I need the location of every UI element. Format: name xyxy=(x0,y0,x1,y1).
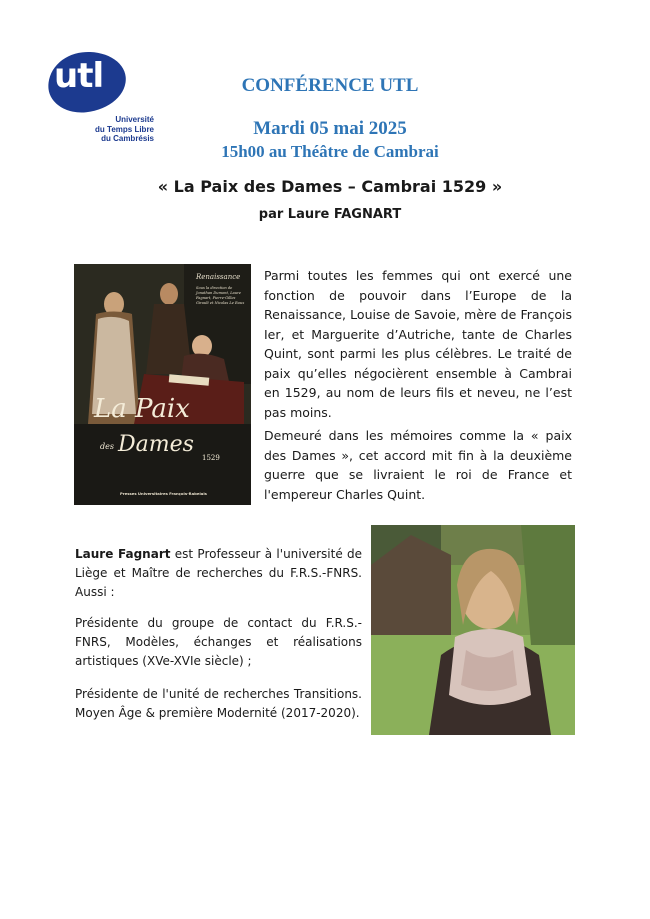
utl-logo xyxy=(48,52,154,152)
book-publisher: Presses Universitaires François-Rabelais xyxy=(120,491,207,496)
bio-role-2: Présidente de l'unité de recherches Transitions. Moyen Âge & première Modernité (2017-2020). xyxy=(75,687,362,720)
book-year: 1529 xyxy=(202,454,220,462)
logo-subtitle xyxy=(74,115,154,144)
book-cover-image xyxy=(74,264,251,505)
event-date: Mardi 05 mai 2025 xyxy=(253,118,407,139)
speaker-name: Laure Fagnart xyxy=(75,547,171,561)
logo-text: utl xyxy=(54,56,104,96)
description-paragraph-2: Demeuré dans les mémoires comme la « paix des Dames », cet accord mit fin à la deuxième guerre que se livraient le roi de France et l'empereur Charles Quint. xyxy=(264,428,572,502)
logo-subtitle-line: du Temps Libre xyxy=(95,124,154,134)
conference-heading: CONFÉRENCE UTL xyxy=(241,75,419,96)
bio-role-1: Présidente du groupe de contact du F.R.S.-FNRS, Modèles, échanges et réalisations artistiques (XVe-XVIe siècle) ; xyxy=(75,616,362,668)
talk-author: par Laure FAGNART xyxy=(258,207,402,222)
portrait-illustration xyxy=(371,525,575,735)
talk-title: « La Paix des Dames – Cambrai 1529 » xyxy=(157,177,503,196)
speaker-photo xyxy=(371,525,575,735)
event-time-place: 15h00 au Théâtre de Cambrai xyxy=(221,142,439,161)
book-credits: Sous la direction de Jonathan Dumont, Laure Fagnart, Pierre-Gilles Girault et Nicolas Le Roux xyxy=(196,286,245,305)
description-paragraph-1: Parmi toutes les femmes qui ont exercé une fonction de pouvoir dans l’Europe de la Renaissance, Louise de Savoie, mère de François Ier, et Marguerite d’Autriche, tante de Charles Quint, sont parmi les plus célèbres. Le traité de paix qu’elles négocièrent ensemble à Cambrai en 1529, au nom de leurs fils et neveu, ne l’est pas moins. xyxy=(264,268,572,420)
bio-intro xyxy=(75,545,362,602)
book-title-line1: La Paix xyxy=(94,394,190,424)
book-series-label: Renaissance xyxy=(196,273,241,281)
bio-intro-text: est Professeur à l'université de Liège et Maître de recherches du F.R.S.-FNRS. Aussi : xyxy=(75,547,362,599)
logo-subtitle-line: Université xyxy=(115,115,154,124)
logo-subtitle-line: du Cambrésis xyxy=(101,134,154,143)
book-title-line2: Dames xyxy=(118,432,194,457)
book-title-des: des xyxy=(100,442,114,451)
